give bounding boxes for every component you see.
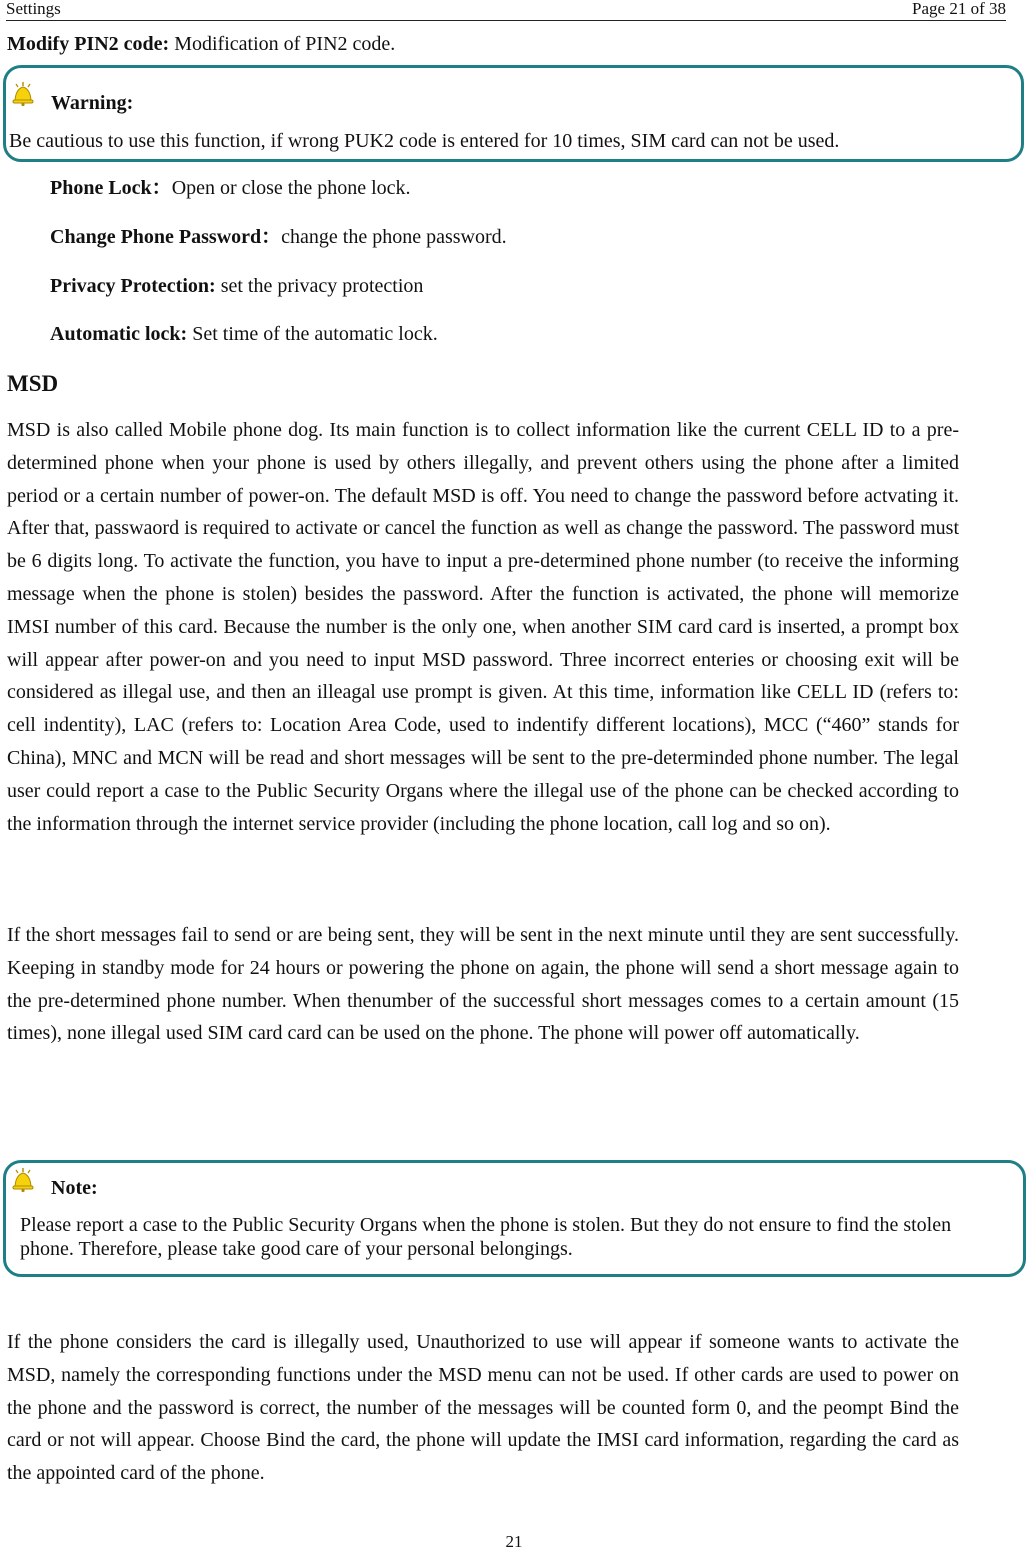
bell-icon [10, 81, 36, 107]
warning-callout [3, 65, 1024, 162]
pin2-text: Modification of PIN2 code. [169, 33, 396, 55]
item-automatic-lock [50, 322, 438, 346]
item-text: Open or close the phone lock. [171, 177, 411, 199]
note-title: Note: [51, 1177, 98, 1199]
warning-title: Warning: [51, 92, 134, 114]
item-term: Phone Lock： [50, 177, 172, 199]
page-header [6, 0, 1006, 21]
section-heading-msd: MSD [7, 371, 59, 396]
item-text: Set time of the automatic lock. [187, 323, 438, 345]
item-phone-lock [50, 176, 411, 200]
note-text: Please report a case to the Public Security Organs when the phone is stolen. But they do not ensure to find the stolen phone. Therefore, please take good care of your personal belongings. [20, 1214, 952, 1260]
header-page-label: Page 21 of 38 [912, 0, 1006, 18]
pin2-term: Modify PIN2 code: [7, 33, 170, 55]
page-number: 21 [505, 1532, 523, 1551]
note-callout [3, 1160, 1026, 1277]
msd-paragraph-2: If the short messages fail to send or are being sent, they will be sent in the next minute until they are sent successfully. Keeping in standby mode for 24 hours or powering the phone on again, the phone will send a short message again to the pre-determined phone number. When thenumber of the successful short messages comes to a certain amount (15 times), none illegal used SIM card card can be used on the phone. The phone will power off automatically. [7, 924, 959, 1045]
warning-text: Be cautious to use this function, if wrong PUK2 code is entered for 10 times, SIM card can not be used. [9, 130, 840, 152]
item-privacy-protection [50, 274, 423, 298]
item-term: Privacy Protection: [50, 275, 216, 297]
item-change-password [50, 225, 507, 249]
bell-icon [10, 1167, 36, 1193]
msd-paragraph-1: MSD is also called Mobile phone dog. Its main function is to collect information like the current CELL ID to a pre-determined phone when your phone is used by others illegally, and prevent others using the phone after a limited period or a certain number of power-on. The default MSD is off. You need to change the password before actvating it. After that, passwaord is required to activate or cancel the function as well as change the password. The password must be 6 digits long. To activate the function, you have to input a pre-determined phone number (to receive the informing message when the phone is stolen) besides the password. After the function is activated, the phone will memorize IMSI number of this card. Because the number is the only one, when another SIM card card is inserted, a prompt box will appear after power-on and you need to input MSD password. Three incorrect enteries or choosing exit will be considered as illegal use, and then an illeagal use prompt is given. At this time, information like CELL ID (refers to: cell indentity), LAC (refers to: Location Area Code, used to indentify different locations), MCC (“460” stands for China), MNC and MCN will be read and short messages will be sent to the pre-determinded phone number. The legal user could report a case to the Public Security Organs where the illegal use of the phone can be checked according to the information through the internet service provider (including the phone location, call log and so on). [7, 419, 959, 835]
item-text: set the privacy protection [215, 275, 424, 297]
item-term: Change Phone Password： [50, 226, 282, 248]
msd-paragraph-3: If the phone considers the card is illegally used, Unauthorized to use will appear if someone wants to activate the MSD, namely the corresponding functions under the MSD menu can not be used. If other cards are used to power on the phone and the password is correct, the number of the messages will be counted form 0, and the peompt Bind the card or not will appear. Choose Bind the card, the phone will update the IMSI card information, regarding the card as the appointed card of the phone. [7, 1331, 959, 1485]
pin2-line [7, 32, 395, 56]
header-section-title: Settings [6, 0, 61, 18]
item-text: change the phone password. [281, 226, 507, 248]
item-term: Automatic lock: [50, 323, 188, 345]
